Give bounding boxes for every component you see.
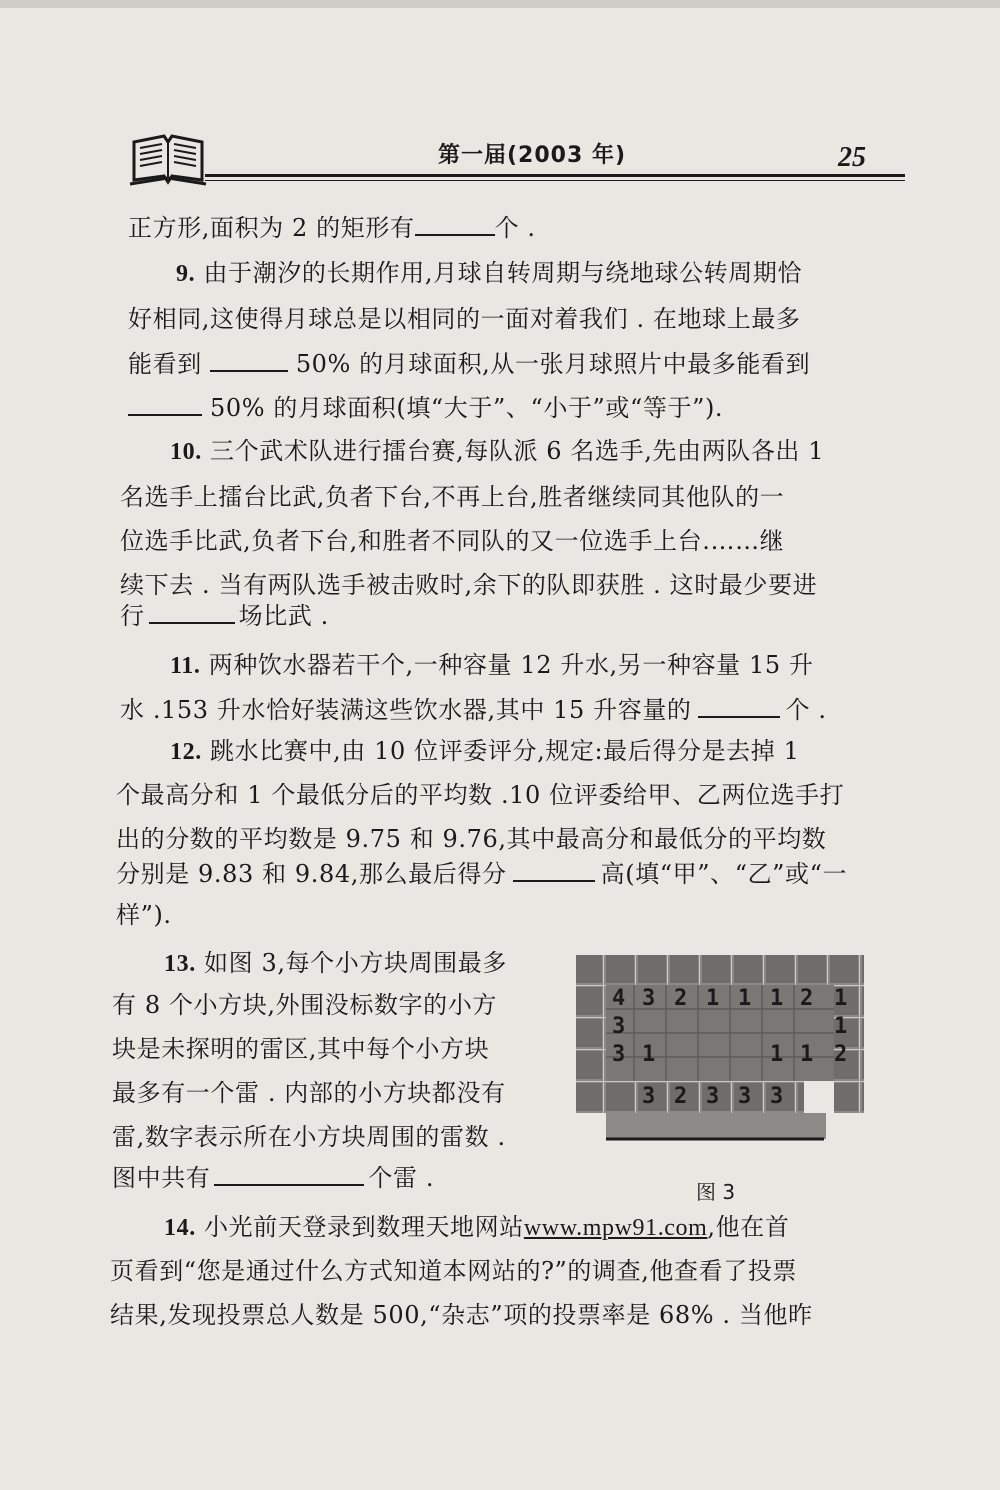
- q13-line-4: [112, 1078, 506, 1108]
- q10-line-1: [170, 436, 824, 467]
- mine-count-cell: 1: [770, 1042, 784, 1067]
- mine-count-cell: 3: [642, 1084, 656, 1109]
- q13-text-6b: 个雷 .: [368, 1164, 435, 1192]
- q9-blank-2: [128, 392, 202, 416]
- q13-text-2: 有 8 个小方块,外围没标数字的小方: [112, 991, 497, 1019]
- q13-text-5: 雷,数字表示所在小方块周围的雷数 .: [112, 1123, 506, 1151]
- q13-line-1: [164, 948, 507, 979]
- q11-blank: [698, 694, 780, 718]
- mine-count-cell: 1: [834, 1014, 848, 1039]
- open-book-icon: [128, 128, 208, 188]
- q12-line-5: [116, 900, 172, 930]
- q13-line-6: [112, 1162, 434, 1193]
- minesweeper-figure: [572, 953, 864, 1141]
- q13-line-5: [112, 1122, 506, 1152]
- q8-text-end: 个 .: [494, 214, 536, 242]
- q13-text-3: 块是未探明的雷区,其中每个小方块: [112, 1035, 490, 1063]
- q12-text-1: 跳水比赛中,由 10 位评委评分,规定:最后得分是去掉 1: [210, 737, 800, 765]
- mine-count-cell: 2: [674, 1084, 688, 1109]
- q10-number: 10.: [170, 439, 202, 465]
- q10-text-5b: 场比武 .: [238, 602, 329, 630]
- q14-text-2: 页看到“您是通过什么方式知道本网站的?”的调查,他查看了投票: [110, 1257, 798, 1285]
- q11-text-1: 两种饮水器若干个,一种容量 12 升水,另一种容量 15 升: [208, 651, 814, 679]
- mine-count-cell: 1: [800, 1042, 814, 1067]
- page-number: 25: [838, 142, 866, 173]
- q12-blank: [513, 858, 595, 882]
- mine-count-cell: 3: [738, 1084, 752, 1109]
- mine-count-cell: 1: [738, 986, 752, 1011]
- q9-blank-1: [210, 348, 288, 372]
- q11-text-2b: 个 .: [785, 696, 827, 724]
- q8-text: 正方形,面积为 2 的矩形有: [128, 214, 415, 242]
- q12-number: 12.: [170, 739, 202, 765]
- q11-text-2a: 水 .153 升水恰好装满这些饮水器,其中 15 升容量的: [120, 696, 692, 724]
- q12-text-3: 出的分数的平均数是 9.75 和 9.76,其中最高分和最低分的平均数: [116, 825, 827, 853]
- q13-text-6a: 图中共有: [112, 1164, 211, 1192]
- q8-tail-line: [128, 212, 536, 243]
- q9-number: 9.: [176, 261, 196, 287]
- q10-text-5a: 行: [120, 602, 145, 630]
- mine-count-cell: 3: [706, 1084, 720, 1109]
- q12-text-4a: 分别是 9.83 和 9.84,那么最后得分: [116, 860, 507, 888]
- mine-count-cell: 2: [674, 986, 688, 1011]
- mine-count-cell: 3: [770, 1084, 784, 1109]
- q9-text-1: 由于潮汐的长期作用,月球自转周期与绕地球公转周期恰: [203, 259, 803, 287]
- q12-line-4: [116, 858, 847, 889]
- q10-line-3: [120, 526, 784, 556]
- q14-number: 14.: [164, 1215, 196, 1241]
- q12-text-2: 个最高分和 1 个最低分后的平均数 .10 位评委给甲、乙两位选手打: [116, 781, 845, 809]
- header-rule: [205, 174, 905, 177]
- q14-text-1a: 小光前天登录到数理天地网站: [204, 1213, 524, 1241]
- q12-line-3: [116, 824, 826, 854]
- q12-text-5: 样”).: [116, 901, 172, 929]
- mine-count-cell: 2: [834, 1042, 848, 1067]
- mine-count-cell: 1: [706, 986, 720, 1011]
- mine-count-cell: 1: [770, 986, 784, 1011]
- q10-text-3: 位选手比武,负者下台,和胜者不同队的又一位选手上台.……继: [120, 527, 785, 555]
- q9-text-2: 好相同,这使得月球总是以相同的一面对着我们 . 在地球上最多: [128, 305, 801, 333]
- q9-line-4: [128, 392, 723, 423]
- q11-number: 11.: [170, 653, 201, 679]
- q10-line-2: [120, 482, 784, 512]
- figure-caption: 图 3: [696, 1180, 736, 1204]
- q9-text-3b: 50% 的月球面积,从一张月球照片中最多能看到: [295, 350, 811, 378]
- q13-text-1: 如图 3,每个小方块周围最多: [204, 949, 507, 977]
- q12-line-2: [116, 780, 844, 810]
- q13-line-3: [112, 1034, 489, 1064]
- q10-line-4: [120, 570, 817, 600]
- mine-count-cell: 2: [800, 986, 814, 1011]
- mine-count-cell: 4: [612, 986, 626, 1011]
- q13-line-2: [112, 990, 497, 1020]
- header-title: 第一届(2003 年): [438, 143, 626, 168]
- q12-line-1: [170, 736, 799, 767]
- q10-text-4: 续下去 . 当有两队选手被击败时,余下的队即获胜 . 这时最少要进: [120, 571, 818, 599]
- q14-text-3: 结果,发现投票总人数是 500,“杂志”项的投票率是 68% . 当他昨: [110, 1301, 813, 1329]
- q10-blank: [149, 600, 235, 624]
- q13-number: 13.: [164, 951, 196, 977]
- q10-text-1: 三个武术队进行擂台赛,每队派 6 名选手,先由两队各出 1: [210, 437, 825, 465]
- q13-text-4: 最多有一个雷 . 内部的小方块都没有: [112, 1079, 506, 1107]
- q9-text-4: 50% 的月球面积(填“大于”、“小于”或“等于”).: [210, 394, 724, 422]
- minesweeper-grid: [572, 953, 864, 1141]
- q12-text-4b: 高(填“甲”、“乙”或“一: [600, 860, 848, 888]
- q11-line-1: [170, 650, 814, 681]
- q14-text-1b: ,他在首: [707, 1213, 790, 1241]
- q9-line-3: [128, 348, 810, 379]
- mine-count-cell: 1: [834, 986, 848, 1011]
- page-top-edge: [0, 0, 1000, 8]
- q14-line-1: [164, 1212, 789, 1243]
- q11-line-2: [120, 694, 827, 725]
- mine-count-cell: 3: [612, 1014, 626, 1039]
- header-rule-thin: [205, 180, 905, 181]
- mine-count-cell: 3: [612, 1042, 626, 1067]
- q14-line-3: [110, 1300, 813, 1330]
- q9-line-1: [176, 258, 802, 289]
- q10-line-5: [120, 600, 329, 631]
- q9-line-2: [128, 304, 801, 334]
- q10-text-2: 名选手上擂台比武,负者下台,不再上台,胜者继续同其他队的一: [120, 483, 785, 511]
- q14-line-2: [110, 1256, 797, 1286]
- q13-blank: [214, 1162, 364, 1186]
- mine-count-cell: 1: [642, 1042, 656, 1067]
- mine-count-cell: 3: [642, 986, 656, 1011]
- q8-blank: [415, 212, 495, 236]
- website-link[interactable]: www.mpw91.com: [523, 1215, 708, 1241]
- q9-text-3a: 能看到: [128, 350, 202, 378]
